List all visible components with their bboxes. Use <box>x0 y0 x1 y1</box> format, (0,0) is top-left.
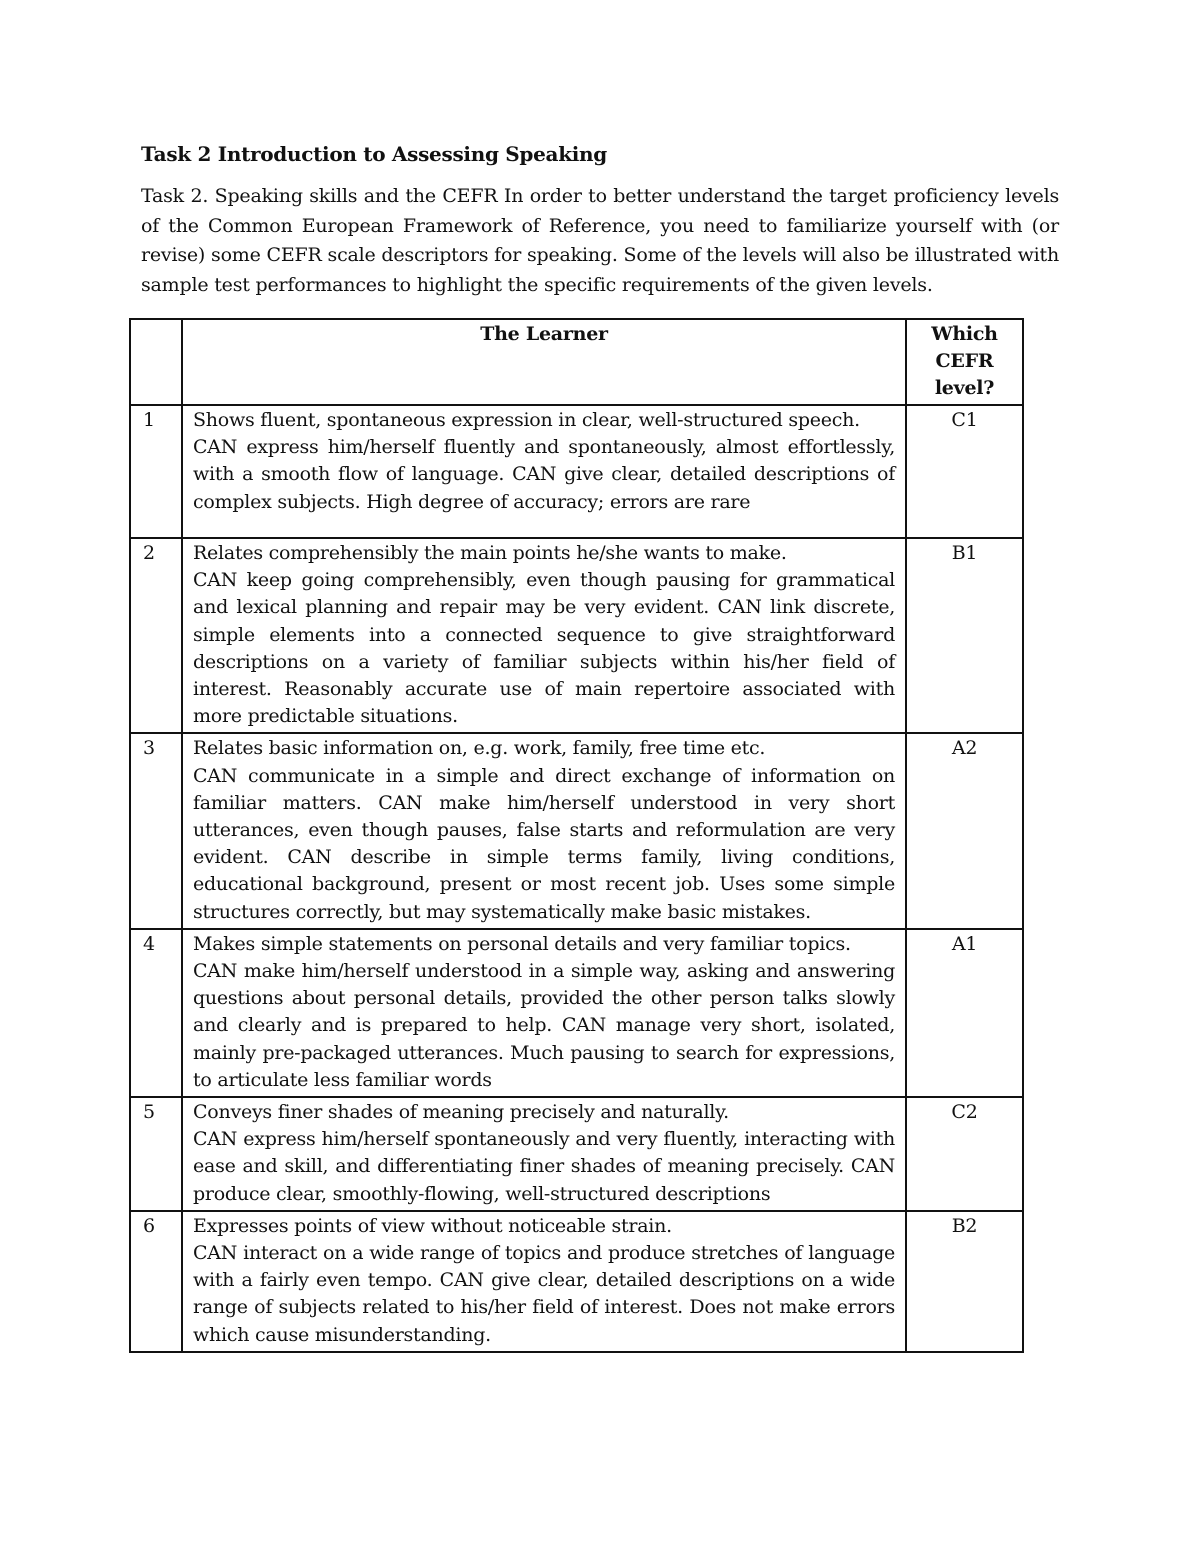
cefr-level-answer: B1 <box>906 538 1023 733</box>
descriptor-detail: CAN communicate in a simple and direct exchange of information on familiar matters. CAN make him/herself understood in very short utterances, even though pauses, false starts and reformulation are very evident. CAN describe in simple terms family, living conditions, educational background, present or most recent job. Uses some simple structures correctly, but may systematically make basic mistakes. <box>193 764 895 923</box>
descriptor-summary: Makes simple statements on personal details and very familiar topics. <box>193 932 851 955</box>
learner-description <box>182 733 906 928</box>
document-page <box>141 140 1061 300</box>
descriptor-summary: Conveys finer shades of meaning precisely and naturally. <box>193 1101 729 1124</box>
table-row <box>130 733 1023 928</box>
intro-paragraph: Task 2. Speaking skills and the CEFR In order to better understand the target proficiency levels of the Common European Framework of Reference, you need to familiarize yourself with (or revise) some CEFR scale descriptors for speaking. Some of the levels will also be illustrated with sample test performances to highlight the specific requirements of the given levels. <box>141 185 1059 296</box>
descriptor-summary: Expresses points of view without noticeable strain. <box>193 1214 672 1237</box>
row-number: 2 <box>130 538 182 733</box>
table-header-row <box>130 319 1023 405</box>
cefr-level-answer: A1 <box>906 929 1023 1097</box>
table-row <box>130 929 1023 1097</box>
table-row <box>130 1211 1023 1352</box>
row-number: 5 <box>130 1097 182 1211</box>
descriptor-summary: Shows fluent, spontaneous expression in clear, well-structured speech. <box>193 409 860 431</box>
descriptor-summary: Relates basic information on, e.g. work, family, free time etc. <box>193 737 766 760</box>
table-row <box>130 405 1023 538</box>
header-number-cell <box>130 319 182 405</box>
document-title: Task 2 Introduction to Assessing Speaking <box>141 142 607 166</box>
learner-description <box>182 1097 906 1211</box>
header-cefr-level <box>906 319 1023 405</box>
cefr-level-answer: B2 <box>906 1211 1023 1352</box>
row-number: 3 <box>130 733 182 928</box>
cefr-level-answer: C2 <box>906 1097 1023 1211</box>
row-number: 1 <box>130 405 182 538</box>
learner-description <box>182 405 906 538</box>
learner-description <box>182 538 906 733</box>
cefr-level-table <box>129 318 1024 1353</box>
descriptor-detail: CAN express him/herself fluently and spontaneously, almost effortlessly, with a smooth flow of language. CAN give clear, detailed descriptions of complex subjects. High degree of accuracy; errors are rare <box>193 436 895 513</box>
learner-description <box>182 1211 906 1352</box>
learner-description <box>182 929 906 1097</box>
table-row <box>130 538 1023 733</box>
row-number: 4 <box>130 929 182 1097</box>
descriptor-summary: Relates comprehensibly the main points he/she wants to make. <box>193 542 787 564</box>
table-row <box>130 1097 1023 1211</box>
cefr-level-answer: A2 <box>906 733 1023 928</box>
descriptor-detail: CAN keep going comprehensibly, even though pausing for grammatical and lexical planning and repair may be very evident. CAN link discrete, simple elements into a connected sequence to give straightforward descriptions on a variety of familiar subjects within his/her field of interest. Reasonably accurate use of main repertoire associated with more predictable situations. <box>193 569 895 728</box>
row-number: 6 <box>130 1211 182 1352</box>
header-cefr-level-text: Which CEFR level? <box>931 323 998 399</box>
descriptor-detail: CAN express him/herself spontaneously and very fluently, interacting with ease and skill, and differentiating finer shades of meaning precisely. CAN produce clear, smoothly-flowing, well-structured descriptions <box>193 1128 895 1205</box>
descriptor-detail: CAN interact on a wide range of topics and produce stretches of language with a fairly even tempo. CAN give clear, detailed descriptions on a wide range of subjects related to his/her field of interest. Does not make errors which cause misunderstanding. <box>193 1242 895 1346</box>
header-learner: The Learner <box>182 319 906 405</box>
descriptor-detail: CAN make him/herself understood in a simple way, asking and answering questions about personal details, provided the other person talks slowly and clearly and is prepared to help. CAN manage very short, isolated, mainly pre-packaged utterances. Much pausing to search for expressions, to articulate less familiar words <box>193 960 895 1091</box>
cefr-level-answer: C1 <box>906 405 1023 538</box>
